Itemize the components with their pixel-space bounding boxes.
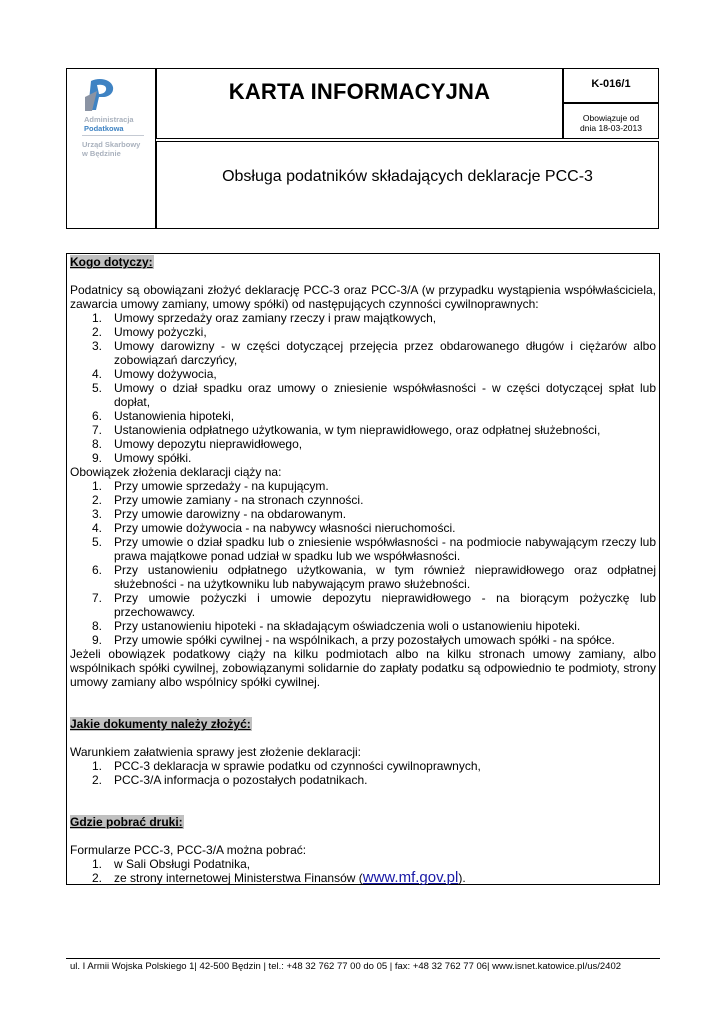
list-item: 3. Umowy darowizny - w części dotyczącej przejęcia przez obdarowanego długów i ciężarów albo zobowiązań darczyńcy, xyxy=(92,339,656,367)
list-item: 8. Umowy depozytu nieprawidłowego, xyxy=(92,437,303,451)
section3-list xyxy=(70,857,656,885)
footer-address: ul. I Armii Wojska Polskiego 1| 42-500 Będzin | tel.: +48 32 762 77 00 do 05 | fax: +48 32 762 77 06| www.isnet.katowice.pl/us/2402 xyxy=(70,961,622,972)
section1-list2 xyxy=(70,479,656,647)
list-item: 8. Przy ustanowieniu hipoteki - na składającym oświadczenia woli o ustanowieniu hipoteki. xyxy=(92,619,581,633)
page-title: KARTA INFORMACYJNA xyxy=(228,79,491,104)
list-item: 7. Przy umowie pożyczki i umowie depozytu nieprawidłowego - na biorącym pożyczkę lub przechowawcy. xyxy=(92,591,656,619)
section2-list xyxy=(70,759,656,787)
list-item: 1. PCC-3 deklaracja w sprawie podatku od czynności cywilnoprawnych, xyxy=(92,759,481,773)
list-item: 1. Przy umowie sprzedaży - na kupującym. xyxy=(92,479,329,493)
list-item: 5. Przy umowie o dział spadku lub o zniesienie współwłasności - na podmiocie nabywającym rzeczy lub prawa majątkowe ponad udział w spadku lub we współwłasności. xyxy=(92,535,656,563)
subtitle-box xyxy=(156,141,659,229)
section1-closing: Jeżeli obowiązek podatkowy ciąży na kilku podmiotach albo na kilku stronach umowy zamiany, albo wspólnikach spółki cywilnej, zobowiązanymi solidarnie do zapłaty podatku są odpowiednio te podmioty, strony umowy zamiany albo wspólnicy spółki cywilnej. xyxy=(70,647,656,689)
content xyxy=(70,255,656,885)
logo-text-administracja: Administracja xyxy=(84,115,134,124)
section-heading-documents: Jakie dokumenty należy złożyć: xyxy=(70,717,251,731)
list-item: 5. Umowy o dział spadku oraz umowy o zniesienie współwłasności - w części dotyczącej spłat lub dopłat, xyxy=(92,381,656,409)
mf-website-link[interactable]: www.mf.gov.pl xyxy=(362,869,459,886)
title-box xyxy=(156,68,563,139)
list-item: 9. Umowy spółki. xyxy=(92,451,192,465)
section-heading-who: Kogo dotyczy: xyxy=(70,255,153,269)
logo-text-podatkowa: Podatkowa xyxy=(84,124,124,133)
footer-divider xyxy=(66,958,660,959)
list-item: 9. Przy umowie spółki cywilnej - na wspólnikach, a przy pozostałych umowach spółki - na spółce. xyxy=(92,633,615,647)
code-box xyxy=(563,68,659,103)
logo-office-line1: Urząd Skarbowy xyxy=(82,140,141,149)
list-item: 7. Ustanowienia odpłatnego użytkowania, w tym nieprawidłowego, oraz odpłatnej służebności, xyxy=(92,423,601,437)
list-item: 3. Przy umowie darowizny - na obdarowanym. xyxy=(92,507,347,521)
list-item: 4. Przy umowie dożywocia - na nabywcy własności nieruchomości. xyxy=(92,521,456,535)
section1-intro: Podatnicy są obowiązani złożyć deklarację PCC-3 oraz PCC-3/A (w przypadku wystąpienia współwłaściciela, zawarcia umowy zamiany, umowy spółki) od następujących czynności cywilnoprawnych: xyxy=(70,283,656,311)
logo-box xyxy=(66,68,156,229)
logo-office-name xyxy=(82,140,140,158)
list-item: 2. PCC-3/A informacja o pozostałych podatnikach. xyxy=(92,773,368,787)
main-content-box xyxy=(66,253,660,885)
section3-intro: Formularze PCC-3, PCC-3/A można pobrać: xyxy=(70,843,307,857)
section-heading-forms: Gdzie pobrać druki: xyxy=(70,815,183,829)
list-item: 2. Umowy pożyczki, xyxy=(92,325,207,339)
document-code: K-016/1 xyxy=(591,78,631,90)
valid-from xyxy=(564,113,658,133)
logo-office-line2: w Będzinie xyxy=(82,149,121,158)
list-item: 2. ze strony internetowej Ministerstwa Finansów (www.mf.gov.pl). xyxy=(92,869,466,886)
list-item: 6. Przy ustanowieniu odpłatnego użytkowania, w tym również nieprawidłowego oraz odpłatnej służebności - na użytkowniku lub nabywającym prawo służebności. xyxy=(92,563,656,591)
section1-intro2: Obowiązek złożenia deklaracji ciąży na: xyxy=(70,465,282,479)
section2-intro: Warunkiem załatwienia sprawy jest złożenie deklaracji: xyxy=(70,745,362,759)
date-box xyxy=(563,103,659,139)
list-item: 4. Umowy dożywocia, xyxy=(92,367,217,381)
list-item: 1. Umowy sprzedaży oraz zamiany rzeczy i praw majątkowych, xyxy=(92,311,437,325)
section1-list1 xyxy=(70,311,656,465)
list-item: 6. Ustanowienia hipoteki, xyxy=(92,409,235,423)
list-item: 1. w Sali Obsługi Podatnika, xyxy=(92,857,251,871)
valid-date: dnia 18-03-2013 xyxy=(580,123,642,133)
logo-divider xyxy=(82,135,144,136)
list-item: 2. Przy umowie zamiany - na stronach czynności. xyxy=(92,493,364,507)
page-subtitle: Obsługa podatników składających deklaracje PCC-3 xyxy=(222,168,593,185)
administracja-podatkowa-logo-icon xyxy=(83,77,117,113)
valid-label: Obowiązuje od xyxy=(582,113,640,123)
